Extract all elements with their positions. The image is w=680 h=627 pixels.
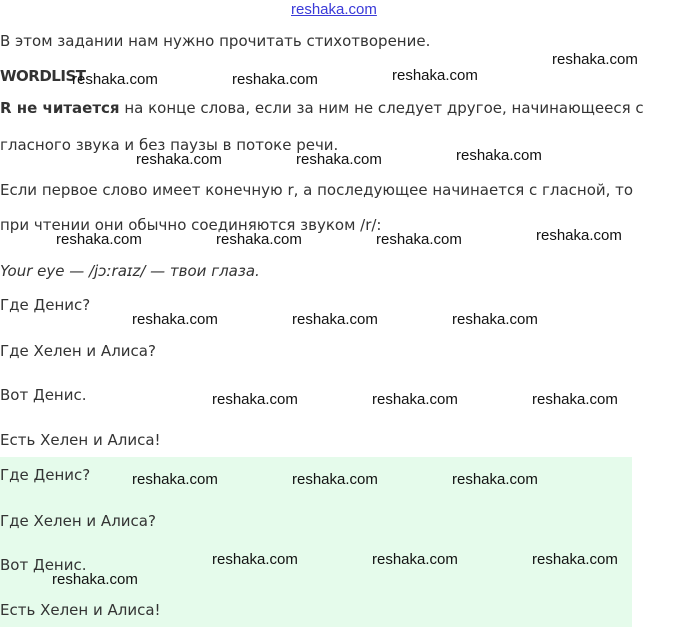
rule-line-1: [0, 99, 644, 117]
watermark: reshaka.com: [532, 391, 618, 408]
watermark: reshaka.com: [392, 67, 478, 84]
watermark: reshaka.com: [56, 231, 142, 248]
translation-line: Где Хелен и Алиса?: [0, 512, 156, 530]
watermark: reshaka.com: [216, 231, 302, 248]
watermark: reshaka.com: [232, 71, 318, 88]
intro-text: В этом задании нам нужно прочитать стихотворение.: [0, 32, 431, 50]
watermark: reshaka.com: [212, 551, 298, 568]
watermark: reshaka.com: [52, 571, 138, 588]
watermark: reshaka.com: [292, 471, 378, 488]
watermark: reshaka.com: [532, 551, 618, 568]
poem-line: Вот Денис.: [0, 386, 87, 404]
watermark: reshaka.com: [292, 311, 378, 328]
rule-bold-text: R не читается: [0, 99, 120, 117]
poem-line: Где Денис?: [0, 296, 91, 314]
translation-line: Есть Хелен и Алиса!: [0, 601, 161, 619]
linking-line-1: Если первое слово имеет конечную r, а последующее начинается с гласной, то: [0, 181, 634, 199]
linking-line-2: при чтении они обычно соединяются звуком /r/:: [0, 216, 382, 234]
rule-line-2: гласного звука и без паузы в потоке речи.: [0, 136, 339, 154]
site-link[interactable]: reshaka.com: [291, 1, 377, 18]
watermark: reshaka.com: [376, 231, 462, 248]
watermark: reshaka.com: [372, 391, 458, 408]
example-text: Your eye — /jɔːraɪz/ — твои глаза.: [0, 262, 260, 280]
translation-line: Где Денис?: [0, 466, 91, 484]
rule-text: на конце слова, если за ним не следует другое, начинающееся с: [119, 99, 644, 117]
watermark: reshaka.com: [372, 551, 458, 568]
watermark: reshaka.com: [72, 71, 158, 88]
watermark: reshaka.com: [552, 51, 638, 68]
translation-line: Вот Денис.: [0, 556, 87, 574]
wordlist-label: WORDLIST: [0, 67, 86, 85]
watermark: reshaka.com: [132, 311, 218, 328]
poem-line: Есть Хелен и Алиса!: [0, 431, 161, 449]
watermark: reshaka.com: [136, 151, 222, 168]
watermark: reshaka.com: [452, 311, 538, 328]
watermark: reshaka.com: [456, 147, 542, 164]
watermark: reshaka.com: [296, 151, 382, 168]
watermark: reshaka.com: [132, 471, 218, 488]
watermark: reshaka.com: [452, 471, 538, 488]
watermark: reshaka.com: [212, 391, 298, 408]
poem-line: Где Хелен и Алиса?: [0, 342, 156, 360]
watermark: reshaka.com: [536, 227, 622, 244]
